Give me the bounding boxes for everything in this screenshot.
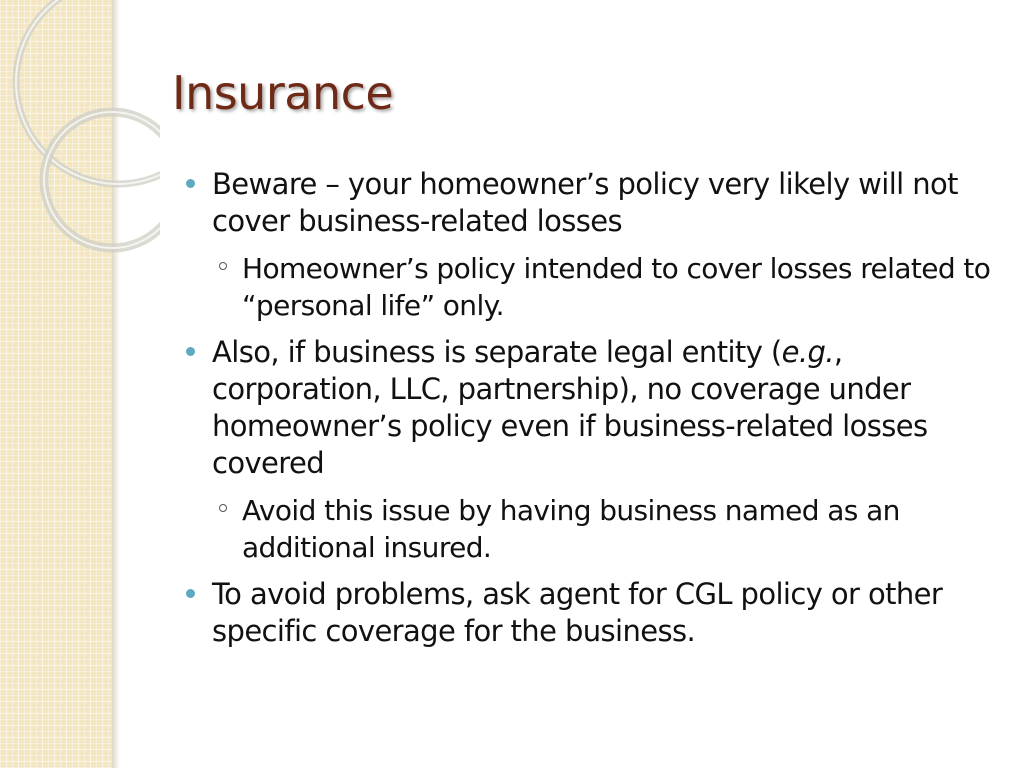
bullet-item xyxy=(186,576,996,650)
sub-bullet-item xyxy=(186,250,996,324)
bullet-dot-icon xyxy=(186,589,195,598)
sub-bullet-item xyxy=(186,492,996,566)
sub-bullet-text: Homeowner’s policy intended to cover losses related to “personal life” only. xyxy=(242,252,991,322)
bullet-text-part: , corporation, LLC, partnership), no coverage under homeowner’s policy even if business-related losses covered xyxy=(212,335,928,480)
hollow-circle-bullet-icon xyxy=(219,262,227,270)
bullet-item xyxy=(186,334,996,482)
bullet-item xyxy=(186,166,996,240)
bullet-dot-icon xyxy=(186,179,195,188)
hollow-circle-bullet-icon xyxy=(219,504,227,512)
bullet-text: Beware – your homeowner’s policy very likely will not cover business-related losses xyxy=(212,167,958,238)
bullet-list xyxy=(186,166,996,660)
bullet-text-part: Also, if business is separate legal entity ( xyxy=(212,335,782,369)
bullet-text: To avoid problems, ask agent for CGL policy or other specific coverage for the business. xyxy=(212,577,943,648)
bullet-text xyxy=(212,334,996,482)
bullet-dot-icon xyxy=(186,347,195,356)
sub-bullet-text: Avoid this issue by having business named as an additional insured. xyxy=(242,494,900,564)
decorative-rings-icon xyxy=(0,0,160,260)
bullet-text-italic: e.g. xyxy=(781,335,834,369)
slide-title: Insurance xyxy=(172,66,394,120)
